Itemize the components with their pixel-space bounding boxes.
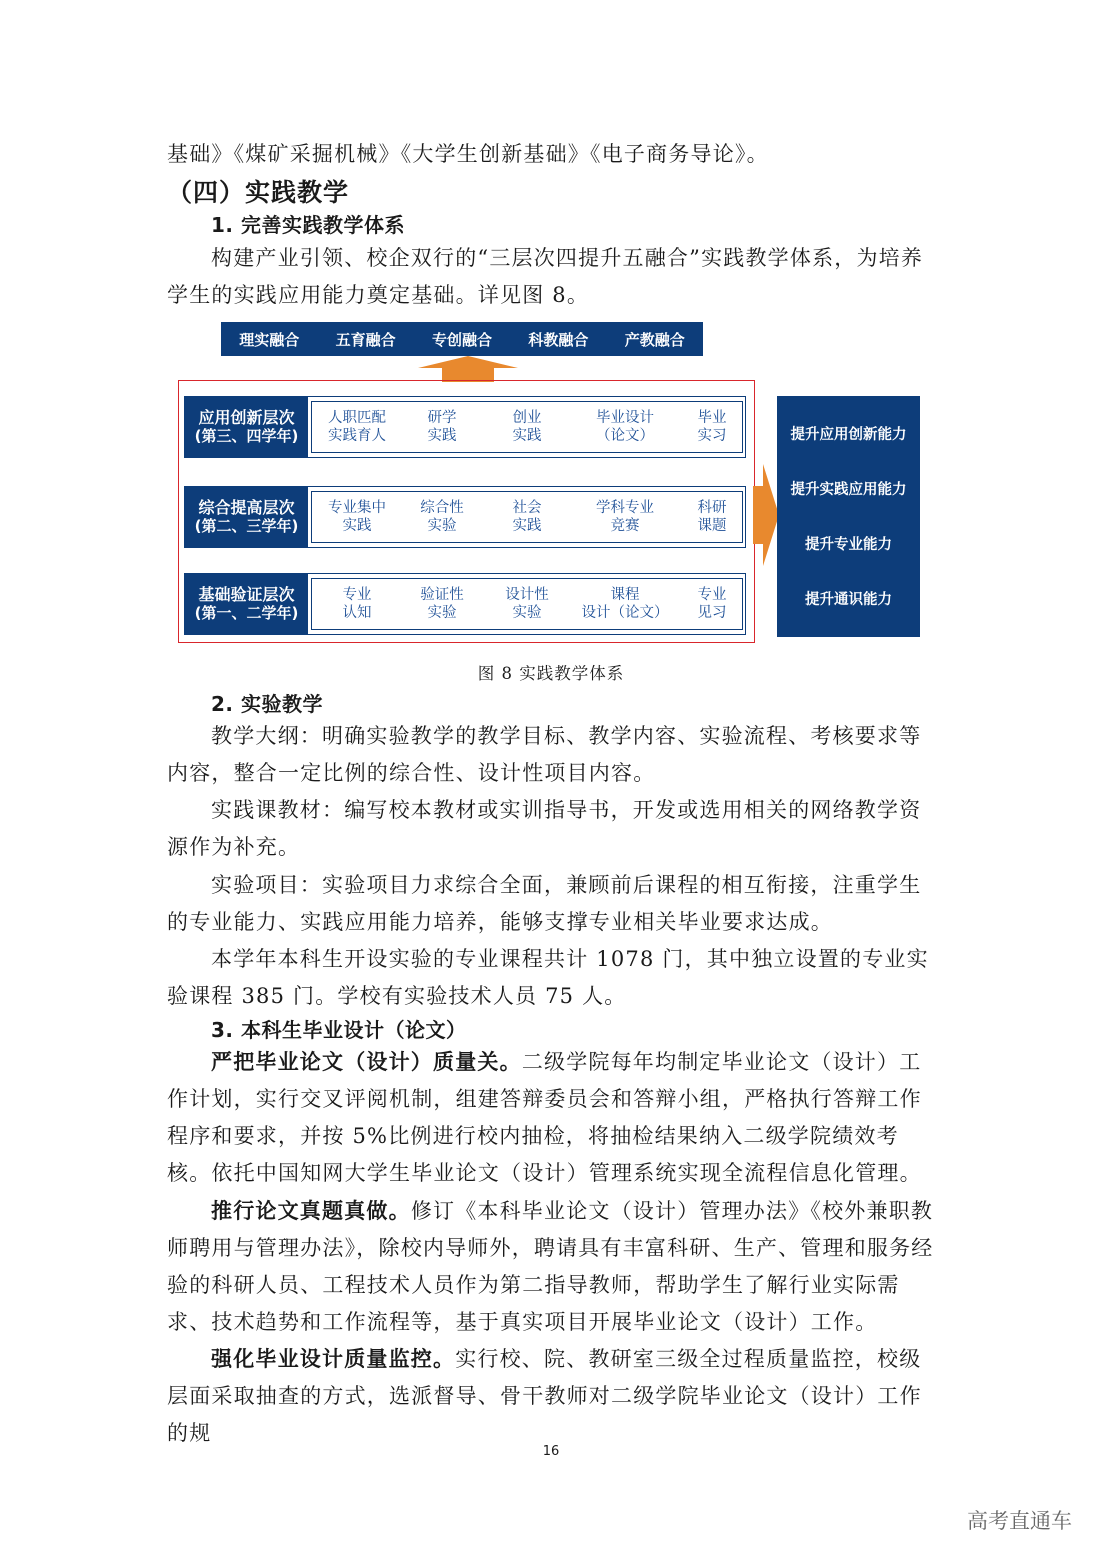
level-row-comprehensive [184,486,746,548]
paragraph-monitoring [167,1341,937,1452]
level-item: 人职匹配 实践育人 [328,410,386,444]
level-item: 创业 实践 [512,410,542,444]
up-arrow-icon [418,356,518,382]
level-item: 综合性 实验 [420,500,464,534]
level-item: 社会 实践 [512,500,542,534]
level-item: 课程 设计（论文） [581,587,669,621]
paragraph-body: 二级学院每年均制定毕业论文（设计）工作计划，实行交叉评阅机制，组建答辩委员会和答辩小组，严格执行答辩工作程序和要求，并按 5%比例进行校内抽检，将抽检结果纳入二级学院绩效考核。依托中国知网大学生毕业论文（设计）管理系统实现全流程信息化管理。 [167,1050,922,1185]
capabilities-box [777,396,920,637]
paragraph-lead: 严把毕业论文（设计）质量关。 [211,1050,522,1074]
integration-item: 产教融合 [624,330,685,349]
level-items [311,578,743,630]
paragraph-statistics: 本学年本科生开设实验的专业课程共计 1078 门，其中独立设置的专业实验课程 385 门。学校有实验技术人员 75 人。 [167,947,929,1008]
paragraph-system: 构建产业引领、校企双行的“三层次四提升五融合”实践教学体系，为培养学生的实践应用能力奠定基础。详见图 8。 [167,246,924,307]
figure-caption: 图 8 实践教学体系 [477,664,625,683]
level-item: 学科专业 竞赛 [596,500,654,534]
level-label: 综合提高层次 (第二、三学年) [185,487,308,547]
subsection-title-1: 1. 完善实践教学体系 [211,213,405,237]
level-item: 毕业设计 （论文） [596,410,654,444]
paragraph-body: 修订《本科毕业论文（设计）管理办法》《校外兼职教师聘用与管理办法》，除校内导师外，聘请具有丰富科研、生产、管理和服务经验的科研人员、工程技术人员作为第二指导教师，帮助学生了解行业实际需求、技术趋势和工作流程等，基于真实项目开展毕业论文（设计）工作。 [167,1199,934,1334]
paragraph-projects: 实验项目：实验项目力求综合全面，兼顾前后课程的相互衔接，注重学生的专业能力、实践应用能力培养，能够支撑专业相关毕业要求达成。 [167,873,922,934]
paragraph-lead: 推行论文真题真做。 [211,1199,411,1223]
page-number: 16 [542,1444,560,1459]
integration-item: 专创融合 [431,330,492,349]
right-arrow-icon [753,464,779,566]
level-item: 验证性 实验 [420,587,464,621]
paragraph-continued: 基础》《煤矿采掘机械》《大学生创新基础》《电子商务导论》。 [167,142,769,166]
level-row-foundation [184,573,746,635]
subsection-title-3: 3. 本科生毕业设计（论文） [211,1018,467,1042]
watermark: 高考直通车 [967,1509,1072,1533]
paragraph-real-topics [167,1193,937,1341]
paragraph-lead: 强化毕业设计质量监控。 [211,1347,456,1371]
capability-item: 提升专业能力 [805,537,892,553]
level-row-application [184,396,746,458]
paragraph-quality [167,1044,937,1192]
level-item: 毕业 实习 [697,410,727,444]
level-label: 基础验证层次 (第一、二学年) [185,574,308,634]
level-item: 研学 实践 [427,410,457,444]
capability-item: 提升实践应用能力 [790,482,907,498]
level-item: 专业 见习 [697,587,727,621]
integration-item: 五育融合 [335,330,396,349]
subsection-title-2: 2. 实验教学 [211,692,323,716]
level-items [311,491,743,543]
section-title: （四）实践教学 [167,178,350,207]
integration-item: 科教融合 [528,330,589,349]
paragraph-textbooks: 实践课教材：编写校本教材或实训指导书，开发或选用相关的网络教学资源作为补充。 [167,798,922,859]
practice-teaching-diagram [0,0,1102,700]
integration-bar [221,322,703,356]
capability-item: 提升应用创新能力 [790,427,907,443]
level-item: 科研 课题 [697,500,727,534]
capability-item: 提升通识能力 [805,592,892,608]
level-label: 应用创新层次 (第三、四学年) [185,397,308,457]
integration-item: 理实融合 [239,330,300,349]
paragraph-syllabus: 教学大纲：明确实验教学的教学目标、教学内容、实验流程、考核要求等内容，整合一定比例的综合性、设计性项目内容。 [167,724,922,785]
level-item: 专业 认知 [342,587,372,621]
level-item: 设计性 实验 [505,587,549,621]
level-items [311,401,743,453]
level-item: 专业集中 实践 [328,500,386,534]
paragraph-body: 实行校、院、教研室三级全过程质量监控，校级层面采取抽查的方式，选派督导、骨干教师对二级学院毕业论文（设计）工作的规 [167,1347,922,1445]
